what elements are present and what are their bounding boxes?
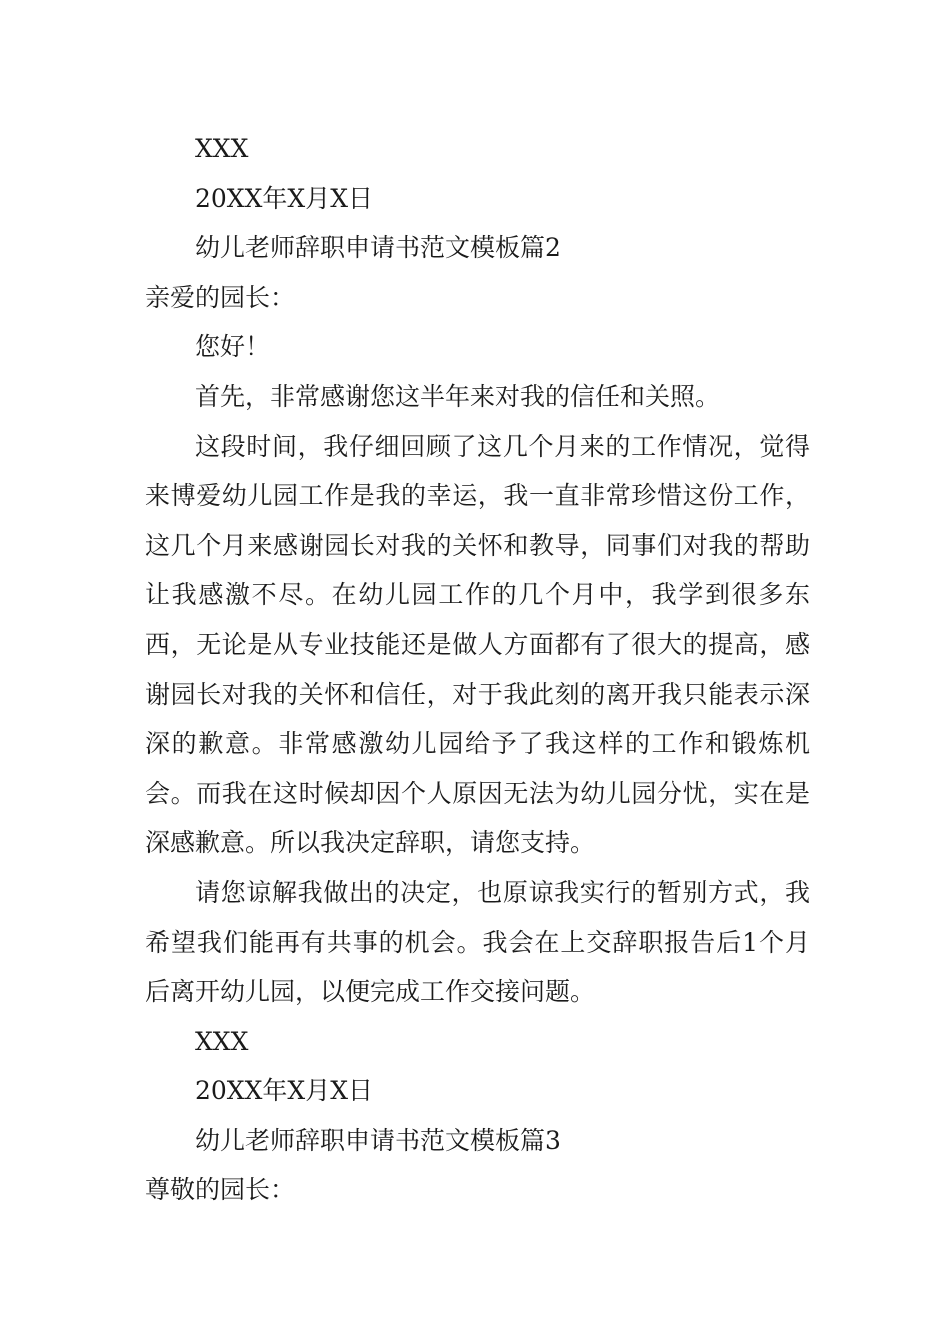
document-page: [145, 124, 810, 1215]
section-heading: 幼儿老师辞职申请书范文模板篇3: [195, 1125, 561, 1155]
signature-name: XXX: [195, 134, 249, 163]
signature-date: 20XX年X月X日: [195, 183, 374, 213]
greeting: 您好！: [195, 332, 271, 362]
paragraph: 这段时间，我仔细回顾了这几个月来的工作情况，觉得来博爱幼儿园工作是我的幸运，我一直非常珍惜这份工作，这几个月来感谢园长对我的关怀和教导，同事们对我的帮助让我感激不尽。在幼儿园工作的几个月中，我学到很多东西，无论是从专业技能还是做人方面都有了很大的提高，感谢园长对我的关怀和信任，对于我此刻的离开我只能表示深深的歉意。非常感激幼儿园给予了我这样的工作和锻炼机会。而我在这时候却因个人原因无法为幼儿园分忧，实在是深感歉意。所以我决定辞职，请您支持。: [145, 431, 810, 858]
paragraph: 首先，非常感谢您这半年来对我的信任和关照。: [195, 381, 721, 411]
section-heading: 幼儿老师辞职申请书范文模板篇2: [195, 233, 561, 263]
salutation: 亲爱的园长：: [145, 282, 296, 312]
signature-name: XXX: [195, 1026, 249, 1056]
signature-date: 20XX年X月X日: [195, 1076, 374, 1106]
salutation: 尊敬的园长：: [145, 1175, 296, 1205]
paragraph: 请您谅解我做出的决定，也原谅我实行的暂别方式，我希望我们能再有共事的机会。我会在上交辞职报告后1个月后离开幼儿园，以便完成工作交接问题。: [145, 877, 810, 1007]
